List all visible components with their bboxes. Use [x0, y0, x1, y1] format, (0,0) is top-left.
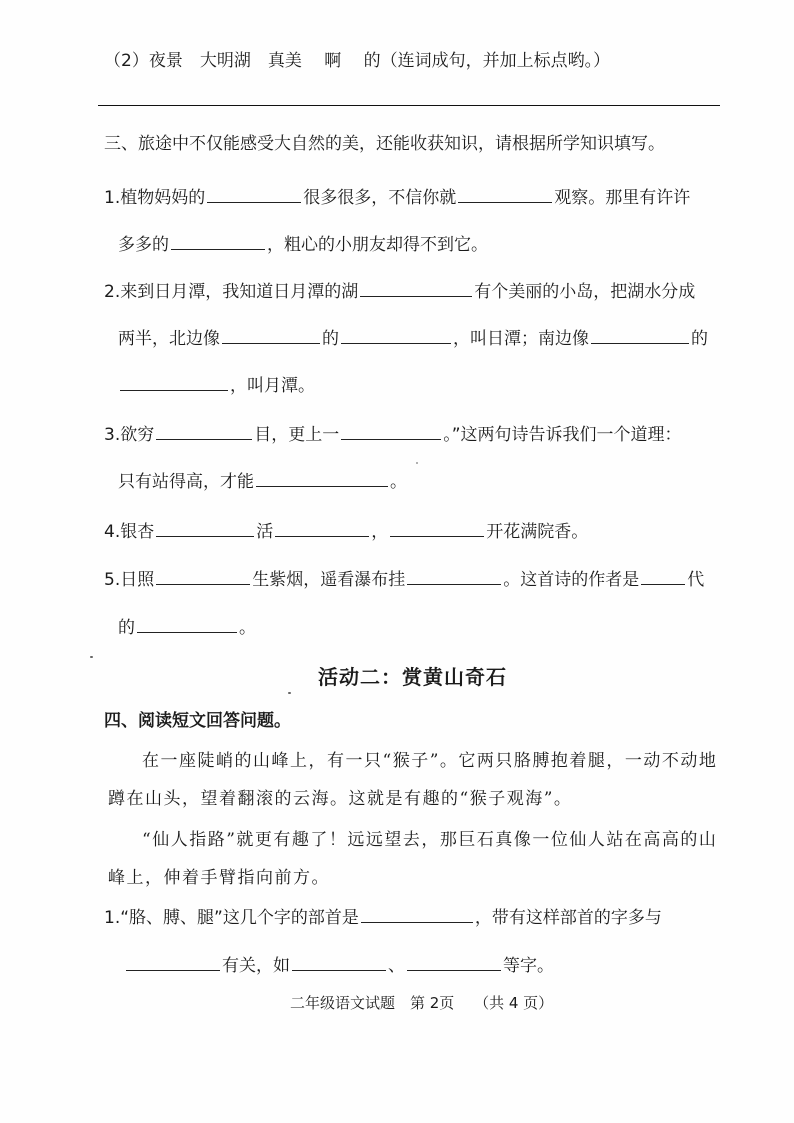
section-3-q2-line3: ，叫月潭。	[118, 373, 315, 397]
fill-blank[interactable]	[292, 953, 386, 971]
fill-blank[interactable]	[156, 567, 250, 585]
fill-blank[interactable]	[171, 232, 265, 250]
fill-blank[interactable]	[256, 469, 388, 487]
question-2-sentence-building	[104, 50, 610, 72]
question-2-text: （2）夜景 大明湖 真美 啊 的（连词成句，并加上标点哟。）	[104, 51, 611, 71]
scan-speck	[90, 656, 93, 658]
fill-blank[interactable]	[407, 953, 501, 971]
section-3-q1-line1: 1.植物妈妈的 很多很多，不信你就 观察。那里有许许	[104, 185, 690, 209]
passage-paragraph-2-line2: 峰上，伸着手臂指向前方。	[108, 868, 330, 888]
fill-blank[interactable]	[390, 519, 484, 537]
section-4-q1-line2: 有关，如 、 等字。	[124, 953, 554, 977]
section-4-title: 四、阅读短文回答问题。	[104, 711, 291, 731]
scan-speck	[288, 692, 291, 694]
fill-blank[interactable]	[222, 326, 320, 344]
fill-blank[interactable]	[156, 519, 254, 537]
fill-blank[interactable]	[641, 567, 685, 585]
section-3-title: 三、旅途中不仅能感受大自然的美，还能收获知识，请根据所学知识填写。	[104, 134, 665, 154]
fill-blank[interactable]	[341, 422, 441, 440]
answer-line	[98, 105, 720, 106]
section-3-q5-line2: 的 。	[118, 615, 256, 639]
fill-blank[interactable]	[341, 326, 451, 344]
fill-blank[interactable]	[156, 422, 252, 440]
fill-blank[interactable]	[120, 373, 228, 391]
scan-speck	[416, 462, 418, 464]
fill-blank[interactable]	[591, 326, 689, 344]
section-3-q5-line1: 5.日照 生紫烟，遥看瀑布挂 。这首诗的作者是 代	[104, 567, 704, 591]
fill-blank[interactable]	[126, 953, 220, 971]
fill-blank[interactable]	[361, 905, 473, 923]
section-3-q2-line2: 两半，北边像 的 ，叫日潭；南边像 的	[118, 326, 708, 350]
section-3-q3-line1: 3.欲穷 目，更上一 。”这两句诗告诉我们一个道理：	[104, 422, 682, 446]
passage-paragraph-1-line2: 蹲在山头，望着翻滚的云海。这就是有趣的“猴子观海”。	[108, 789, 573, 809]
fill-blank[interactable]	[137, 615, 237, 633]
fill-blank[interactable]	[407, 567, 501, 585]
section-4-q1-line1: 1.“胳、膊、腿”这几个字的部首是 ，带有这样部首的字多与	[104, 905, 662, 929]
fill-blank[interactable]	[360, 279, 472, 297]
fill-blank[interactable]	[458, 185, 552, 203]
activity-2-heading: 活动二：赏黄山奇石	[318, 665, 507, 689]
passage-paragraph-2-line1: “仙人指路”就更有趣了！远远望去，那巨石真像一位仙人站在高高的山	[142, 830, 718, 850]
page-footer: 二年级语文试题 第 2页 （共 4 页）	[290, 994, 554, 1012]
section-3-q3-line2: 只有站得高，才能 。	[118, 469, 407, 493]
section-3-q1-line2: 多多的 ，粗心的小朋友却得不到它。	[118, 232, 488, 256]
section-3-q2-line1: 2.来到日月潭，我知道日月潭的湖 有个美丽的小岛，把湖水分成	[104, 279, 695, 303]
section-3-q4: 4.银杏 活 ， 开花满院香。	[104, 519, 588, 543]
passage-paragraph-1-line1: 在一座陡峭的山峰上，有一只“猴子”。它两只胳膊抱着腿，一动不动地	[142, 751, 718, 771]
fill-blank[interactable]	[275, 519, 369, 537]
fill-blank[interactable]	[207, 185, 301, 203]
